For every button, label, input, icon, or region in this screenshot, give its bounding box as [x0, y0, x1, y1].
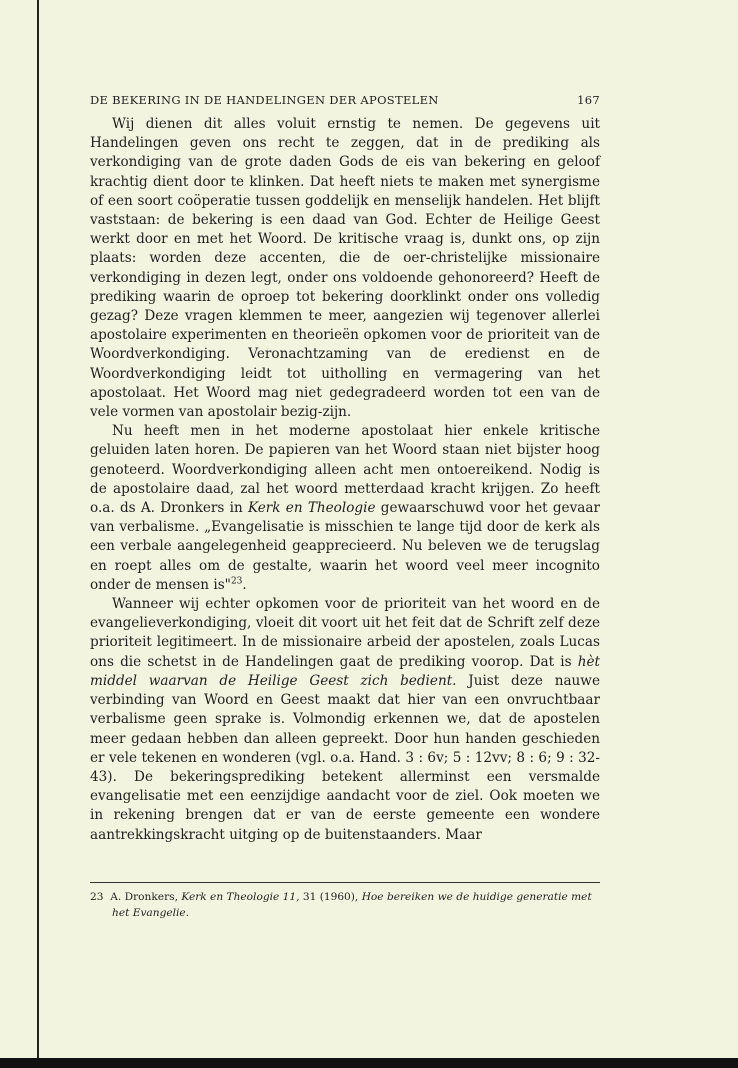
scan-edge-bottom: [0, 1058, 738, 1068]
paragraph-2: [90, 422, 600, 595]
paragraph-3-italic: hèt middel waarvan de Heilige Geest zich bedient.: [90, 653, 600, 689]
footnote-article-title: Hoe bereiken we de huidige generatie met het Evangelie.: [112, 891, 592, 919]
footnote-author: A. Dronkers,: [110, 891, 178, 903]
paragraph-3-text-b: Juist deze nauwe verbinding van Woord en Geest maakt dat hier van een onvruchtbaar verbalisme geen sprake is. Volmondig erkennen we, dat de apostelen meer gedaan hebben dan alleen gepreekt. Door hun handen geschieden er vele tekenen en wonderen (vgl. o.a. Hand. 3 : 6v; 5 : 12vv; 8 : 6; 9 : 32-43). De bekeringsprediking betekent allerminst een versmalde evangelisatie met een eenzijdige aandacht voor de ziel. Ook moeten we in rekening brengen dat er van de eerste gemeente een wondere aantrekkingskracht uitging op de buitenstaanders. Maar: [90, 672, 600, 843]
paragraph-2-text-a: Nu heeft men in het moderne apostolaat hier enkele kritische geluiden laten horen. De papieren van het Woord staan niet bijster hoog genoteerd. Woordverkondiging alleen acht men ontoereikend. Nodig is de apostolaire daad, zal het woord metterdaad kracht krijgen. Zo heeft o.a. ds A. Dronkers in: [90, 423, 600, 517]
footnote-23: [90, 889, 600, 921]
paragraph-3-text-a: Wanneer wij echter opkomen voor de prioriteit van het woord en de evangelieverkondiging, vloeit dit voort uit het feit dat de Schrift zelf deze prioriteit legitimeert. In de missionaire arbeid der apostelen, zoals Lucas ons die schetst in de Handelingen gaat de prediking voorop. Dat is: [90, 596, 600, 670]
footnotes: [90, 882, 600, 921]
paragraph-3: [90, 595, 600, 845]
page-number: 167: [577, 93, 600, 107]
footnote-ref-23: 23: [230, 576, 243, 587]
body-text: [90, 115, 600, 845]
footnote-journal: Kerk en Theologie 11,: [181, 891, 300, 903]
paragraph-1-text: Wij dienen dit alles voluit ernstig te nemen. De gegevens uit Handelingen geven ons recht te zeggen, dat in de prediking als verkondiging van de grote daden Gods de eis van bekering en geloof krachtig dient door te klinken. Dat heeft niets te maken met synergisme of een soort coöperatie tussen goddelijk en menselijk handelen. Het blijft vaststaan: de bekering is een daad van God. Echter de Heilige Geest werkt door en met het Woord. De kritische vraag is, dunkt ons, op zijn plaats: worden deze accenten, die de oer-christelijke missionaire verkondiging in dezen legt, onder ons voldoende gehonoreerd? Heeft de prediking waarin de oproep tot bekering doorklinkt onder ons volledig gezag? Deze vragen klemmen te meer, aangezien wij tegenover allerlei apostolaire experimenten en theorieën opkomen voor de prioriteit van de Woordverkondiging. Veronachtzaming van de eredienst en de Woordverkondiging leidt tot uitholling en vermagering van het apostolaat. Het Woord mag niet gedegradeerd worden tot een van de vele vormen van apostolair bezig-zijn.: [90, 116, 600, 421]
scan-edge-left: [37, 0, 39, 1060]
running-title: DE BEKERING IN DE HANDELINGEN DER APOSTELEN: [90, 93, 439, 107]
footnote-number: 23: [90, 891, 104, 903]
paragraph-2-italic-title: Kerk en Theologie: [247, 500, 376, 517]
page-header: [90, 93, 600, 107]
footnote-issue: 31 (1960),: [302, 891, 359, 903]
paragraph-1: [90, 115, 600, 422]
paragraph-2-end: .: [242, 576, 247, 593]
paragraph-2-text-b: gewaarschuwd voor het gevaar van verbalisme. „Evangelisatie is misschien te lange tijd door de kerk als een verbale aangelegenheid geapprecieerd. Nu beleven we de terugslag en roept alles om de gestalte, waarin het woord veel meer incognito onder de mensen is": [90, 500, 600, 593]
